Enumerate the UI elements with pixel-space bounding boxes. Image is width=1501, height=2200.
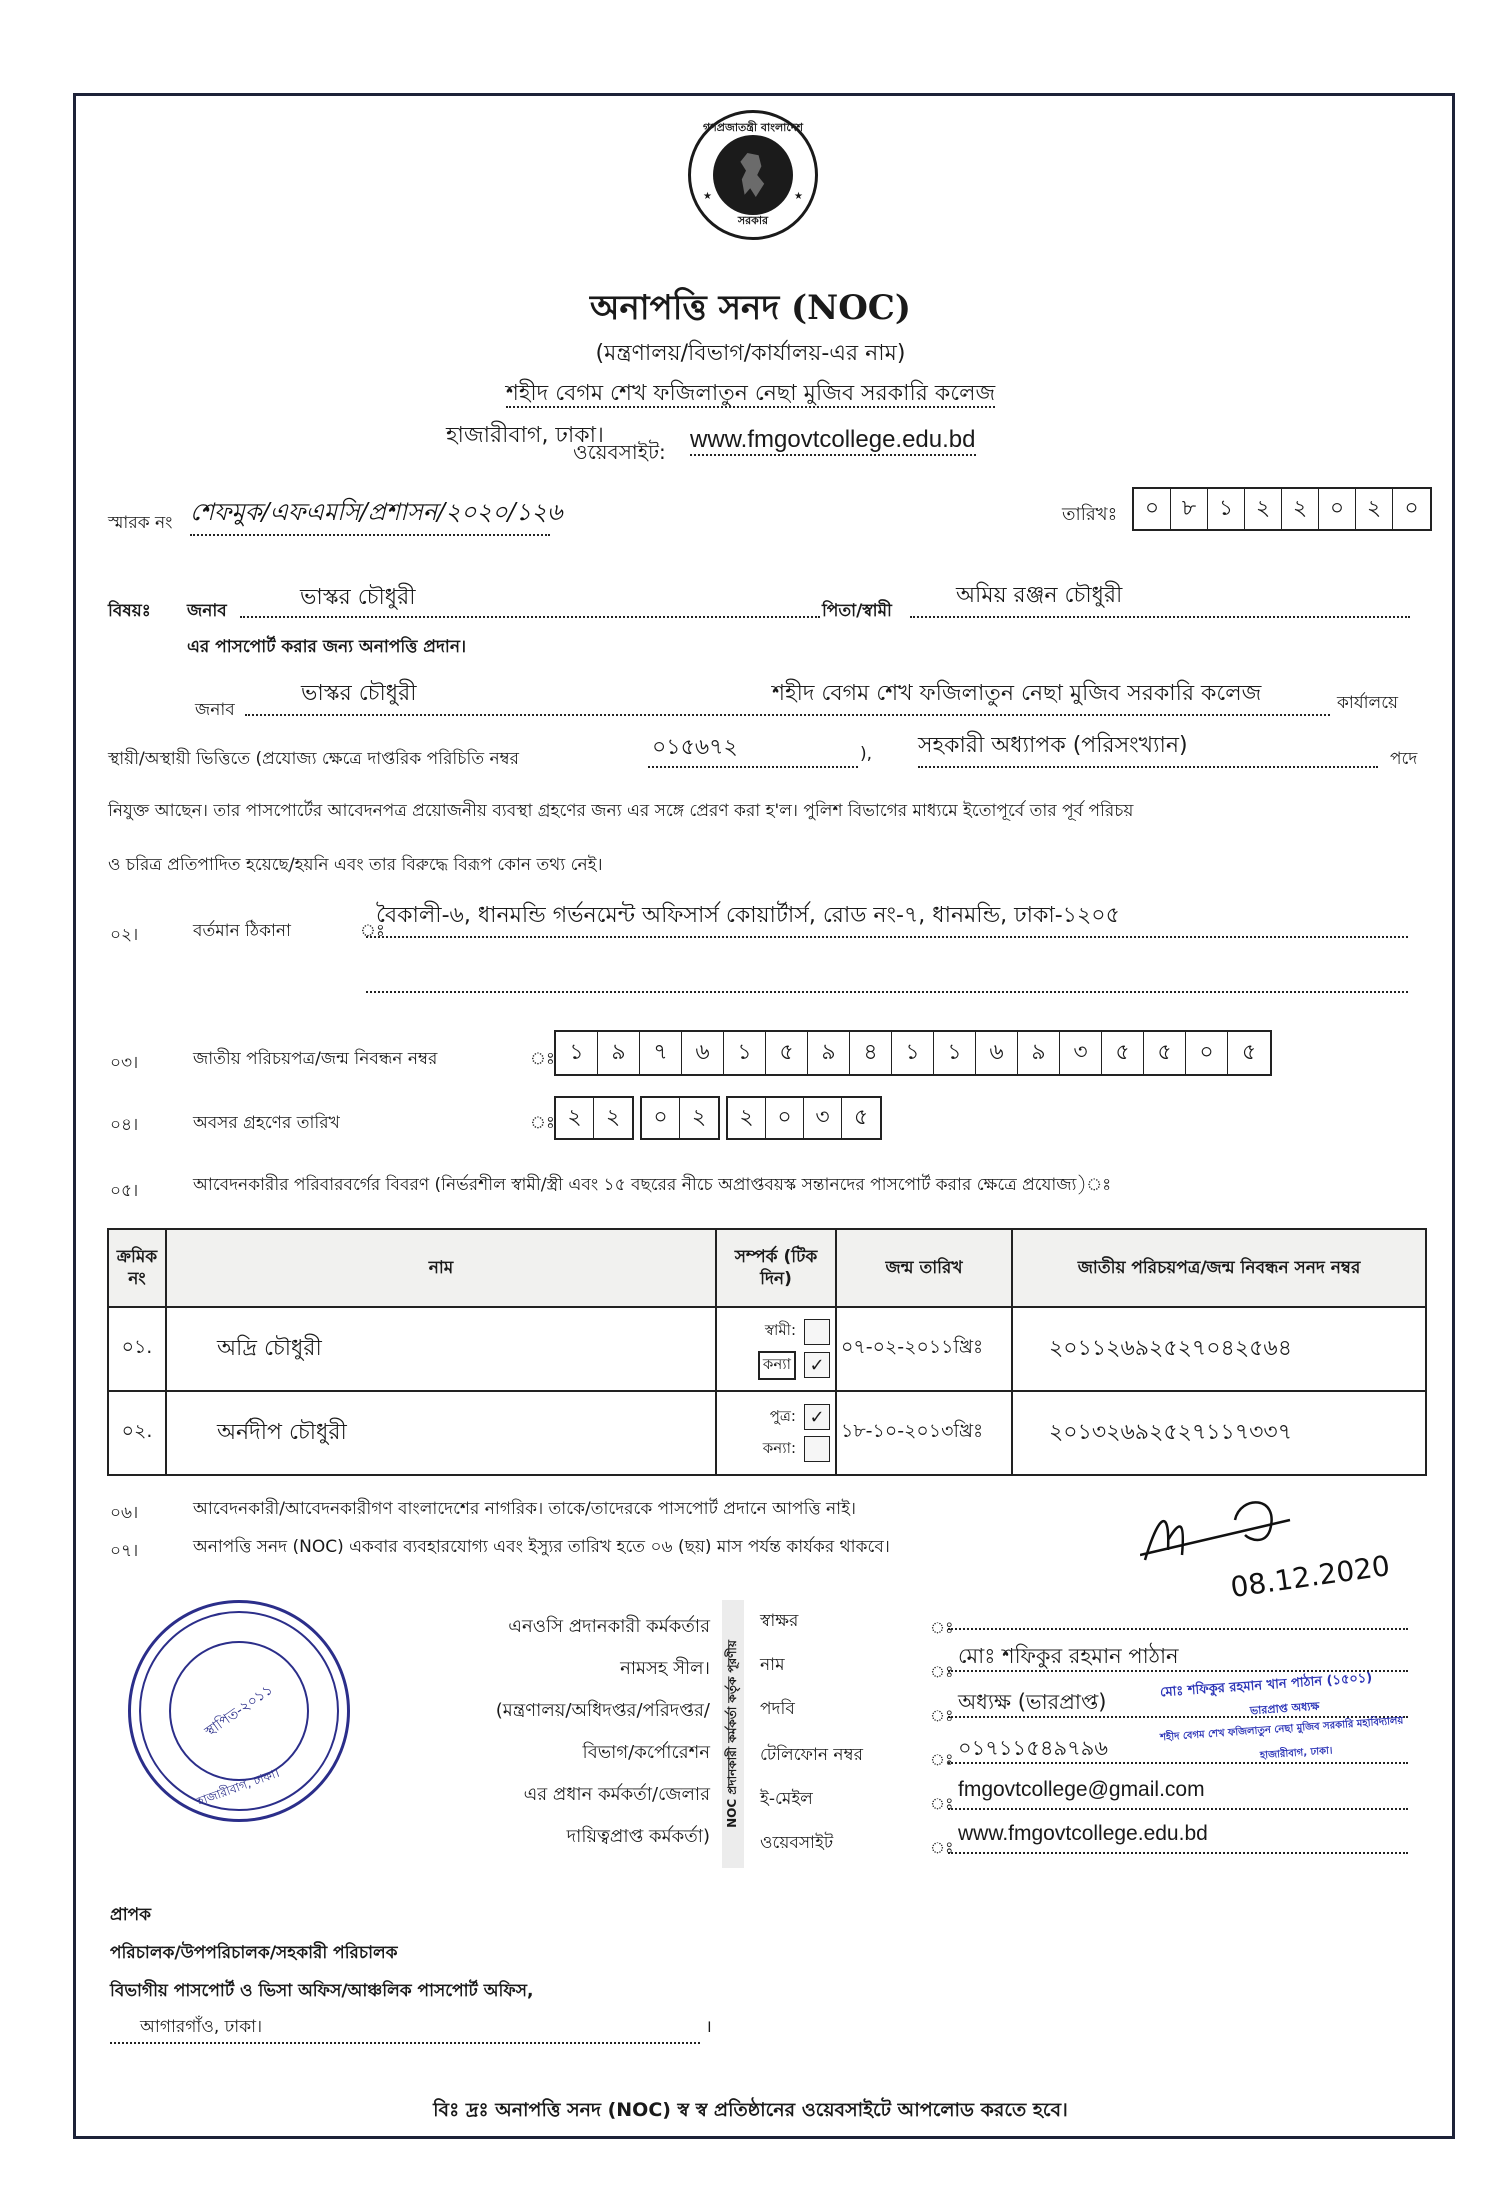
emblem-top-text: গণপ্রজাতন্ত্রী বাংলাদেশ xyxy=(702,121,804,134)
nid-digit: ৫ xyxy=(1102,1032,1144,1074)
subject-line2: এর পাসপোর্ট করার জন্য অনাপত্তি প্রদান। xyxy=(187,637,467,657)
colon: ঃ xyxy=(530,1049,555,1069)
address-label: বর্তমান ঠিকানা xyxy=(193,921,291,941)
government-emblem-icon xyxy=(688,110,818,240)
row-serial: ০১. xyxy=(108,1307,166,1391)
field-label-signature: স্বাক্ষর xyxy=(760,1611,799,1631)
officer-desc-2: নামসহ সীল। xyxy=(620,1658,710,1679)
institution-address: হাজারীবাগ, ঢাকা। xyxy=(446,423,604,448)
col-dob: জন্ম তারিখ xyxy=(836,1229,1012,1307)
item-num: ০৪। xyxy=(110,1115,139,1135)
date-digit: ৮ xyxy=(1171,489,1208,529)
father-name-field: অমিয় রঞ্জন চৌধুরী xyxy=(910,578,1410,618)
retirement-digit: ২ xyxy=(556,1098,594,1138)
nid-digit: ১ xyxy=(892,1032,934,1074)
address-field: বৈকালী-৬, ধানমন্ডি গর্ভনমেন্ট অফিসার্স কোয়ার্টার্স, রোড নং-৭, ধানমন্ডি, ঢাকা-১২০৫ xyxy=(366,898,1408,938)
nid-label: জাতীয় পরিচয়পত্র/জন্ম নিবন্ধন নম্বর xyxy=(193,1049,438,1069)
field-label-name: নাম xyxy=(760,1655,785,1675)
nid-digit: ০ xyxy=(1186,1032,1228,1074)
table-header-row xyxy=(108,1229,1426,1307)
table-row xyxy=(108,1391,1426,1475)
star-icon: ★ xyxy=(703,191,712,202)
date-digit: ২ xyxy=(1356,489,1393,529)
date-boxes xyxy=(1132,487,1432,531)
handwritten-date: 08.12.2020 xyxy=(1228,1549,1392,1604)
row-name: অদ্রি চৌধুরী xyxy=(166,1307,716,1391)
item-num: ০৫। xyxy=(110,1181,139,1201)
relation-label: পুত্র: xyxy=(769,1406,796,1425)
recipient-label: প্রাপক xyxy=(110,1905,152,1925)
citizen-text: আবেদনকারী/আবেদনকারীগণ বাংলাদেশের নাগরিক। তাকে/তাদেরকে পাসপোর্ট প্রদানে আপত্তি নাই। xyxy=(193,1499,857,1519)
nid-digit: ১ xyxy=(724,1032,766,1074)
emblem-bottom-text: সরকার xyxy=(737,214,769,227)
nid-digit: ৩ xyxy=(1060,1032,1102,1074)
seal-bottom-text: হাজারীবাগ, ঢাকা। xyxy=(195,1765,282,1809)
date-digit: ১ xyxy=(1208,489,1245,529)
officer-stamp-line1: মোঃ শফিকুর রহমান খান পাঠান (১৫০১) xyxy=(1159,1670,1373,1701)
officer-desc-6: দায়িত্বপ্রাপ্ত কর্মকর্তা) xyxy=(566,1826,710,1847)
row-dob: ১৮-১০-২০১৩খ্রিঃ xyxy=(836,1391,1012,1475)
row-name: অর্নদীপ চৌধুরী xyxy=(166,1391,716,1475)
officer-desc-1: এনওসি প্রদানকারী কর্মকর্তার xyxy=(508,1616,710,1637)
nid-digit: ৫ xyxy=(1144,1032,1186,1074)
retirement-digit: ৩ xyxy=(804,1098,842,1138)
relation-label: স্বামী: xyxy=(764,1321,796,1339)
retirement-label: অবসর গ্রহণের তারিখ xyxy=(193,1113,340,1133)
relation-checkbox[interactable] xyxy=(804,1436,830,1462)
retirement-date-boxes xyxy=(554,1096,882,1140)
retirement-digit: ২ xyxy=(605,1104,621,1130)
father-label: পিতা/স্বামী xyxy=(822,601,892,621)
officer-name-field: মোঃ শফিকুর রহমান পাঠান xyxy=(948,1640,1408,1672)
nid-digit: ৭ xyxy=(640,1032,682,1074)
nid-digit: ৬ xyxy=(682,1032,724,1074)
field-label-phone: টেলিফোন নম্বর xyxy=(760,1745,863,1765)
nid-digit: ৯ xyxy=(1018,1032,1060,1074)
officer-stamp-line3: শহীদ বেগম শেখ ফজিলাতুন নেছা মুজিব সরকারি মহাবিদ্যালয় xyxy=(1159,1715,1404,1744)
row-dob: ০৭-০২-২০১১খ্রিঃ xyxy=(836,1307,1012,1391)
subject-label: বিষয়ঃ xyxy=(108,601,151,621)
designation-suffix: পদে xyxy=(1390,749,1418,769)
officer-stamp-line4: হাজারীবাগ, ঢাকা। xyxy=(1259,1745,1333,1762)
col-name: নাম xyxy=(166,1229,716,1307)
body-name-field: ভাস্কর চৌধুরী xyxy=(245,676,770,716)
website-label: ওয়েবসাইট: xyxy=(573,440,666,464)
seal-center-text: স্থাপিত-২০১১ xyxy=(202,1681,276,1741)
date-digit: ২ xyxy=(1282,489,1319,529)
nid-digit: ৫ xyxy=(1241,1039,1257,1065)
date-digit: ০ xyxy=(1319,489,1356,529)
row-relation xyxy=(716,1307,836,1391)
row-nid: ২০১১২৬৯২৫২৭০৪২৫৬৪ xyxy=(1012,1307,1426,1391)
item-num: ০৩। xyxy=(110,1053,139,1073)
colons: ঃ ঃ ঃ ঃ ঃ ঃ xyxy=(930,1618,954,1857)
retirement-digit: ৫ xyxy=(853,1104,869,1130)
retirement-digit: ২ xyxy=(728,1098,766,1138)
relation-label: কন্যা xyxy=(758,1351,796,1380)
officer-website-field[interactable]: www.fmgovtcollege.edu.bd xyxy=(948,1822,1408,1854)
recipient-line2: বিভাগীয় পাসপোর্ট ও ভিসা অফিস/আঞ্চলিক পাসপোর্ট অফিস, xyxy=(110,1981,534,2001)
body-janab-label: জনাব xyxy=(195,700,235,720)
nid-digit: ৫ xyxy=(766,1032,808,1074)
field-label-designation: পদবি xyxy=(760,1699,795,1719)
row-relation xyxy=(716,1391,836,1475)
designation-field: সহকারী অধ্যাপক (পরিসংখ্যান) xyxy=(918,728,1378,768)
validity-text: অনাপত্তি সনদ (NOC) একবার ব্যবহারযোগ্য এবং ইস্যুর তারিখ হতে ০৬ (ছয়) মাস পর্যন্ত কার্যকর থাকবে। xyxy=(193,1537,890,1557)
official-id-field: ০১৫৬৭২ xyxy=(648,730,858,768)
officer-phone-field: ০১৭১১৫৪৯৭৯৬ xyxy=(948,1732,1408,1764)
date-digit: ০ xyxy=(1134,489,1171,529)
body-office-field: শহীদ বেগম শেখ ফজিলাতুন নেছা মুজিব সরকারি কলেজ xyxy=(772,676,1330,716)
retirement-digit: ০ xyxy=(766,1098,804,1138)
nid-digit: ৬ xyxy=(976,1032,1018,1074)
retirement-digit: ২ xyxy=(691,1104,707,1130)
field-label-website: ওয়েবসাইট xyxy=(760,1833,834,1853)
date-digit: ০ xyxy=(1404,495,1419,521)
nid-digit: ১ xyxy=(934,1032,976,1074)
document-title: অনাপত্তি সনদ (NOC) xyxy=(590,288,911,328)
row-serial: ০২. xyxy=(108,1391,166,1475)
address-field-line2 xyxy=(366,975,1408,993)
body-line3: নিযুক্ত আছেন। তার পাসপোর্টের আবেদনপত্র প্রয়োজনীয় ব্যবস্থা গ্রহণের জন্য এর সঙ্গে প্রেরণ করা হ'ল। পুলিশ বিভাগের মাধ্যমে ইতোপূর্বে তার পূর্ব পরিচয় xyxy=(108,801,1134,821)
institution-seal-icon xyxy=(128,1600,350,1822)
signature-field xyxy=(948,1606,1408,1630)
website-link[interactable]: www.fmgovtcollege.edu.bd xyxy=(690,426,976,456)
col-nid: জাতীয় পরিচয়পত্র/জন্ম নিবন্ধন সনদ নম্বর xyxy=(1012,1229,1426,1307)
subject-name-field: ভাস্কর চৌধুরী xyxy=(240,580,820,618)
colon: ঃ xyxy=(360,921,385,941)
officer-desc-3: (মন্ত্রণালয়/অধিদপ্তর/পরিদপ্তর/ xyxy=(495,1700,710,1721)
office-suffix: কার্যালয়ে xyxy=(1337,693,1399,713)
star-icon: ★ xyxy=(794,191,803,202)
footer-note: বিঃ দ্রঃ অনাপত্তি সনদ (NOC) স্ব স্ব প্রতিষ্ঠানের ওয়েবসাইটে আপলোড করতে হবে। xyxy=(433,2099,1068,2121)
nid-boxes xyxy=(554,1030,1272,1076)
relation-checkbox[interactable]: ✓ xyxy=(804,1404,830,1430)
officer-email-field[interactable]: fmgovtcollege@gmail.com xyxy=(948,1778,1408,1810)
item-num: ০৭। xyxy=(110,1541,139,1561)
family-label: আবেদনকারীর পরিবারবর্গের বিবরণ (নির্ভরশীল স্বামী/স্ত্রী এবং ১৫ বছরের নীচে অপ্রাপ্তবয়স্ক সন্তানদের পাসপোর্ট করার ক্ষেত্রে প্রযোজ্য)ঃ xyxy=(193,1175,1112,1195)
document-subtitle: (মন্ত্রণালয়/বিভাগ/কার্যালয়-এর নাম) xyxy=(595,341,906,366)
table-row xyxy=(108,1307,1426,1391)
bangladesh-map-icon xyxy=(739,153,767,197)
memo-label: স্মারক নং xyxy=(108,513,173,533)
col-relation: সম্পর্ক (টিক দিন) xyxy=(716,1229,836,1307)
officer-desc-4: বিভাগ/কর্পোরেশন xyxy=(582,1742,710,1763)
row-nid: ২০১৩২৬৯২৫২৭১১৭৩৩৭ xyxy=(1012,1391,1426,1475)
officer-stamp-line2: ভারপ্রাপ্ত অধ্যক্ষ xyxy=(1249,1699,1320,1718)
colon: ঃ xyxy=(530,1113,555,1133)
officer-designation-field: অধ্যক্ষ (ভারপ্রাপ্ত) xyxy=(948,1686,1408,1718)
body-line2-prefix: স্থায়ী/অস্থায়ী ভিত্তিতে (প্রযোজ্য ক্ষেত্রে দাপ্তরিক পরিচিতি নম্বর xyxy=(108,749,520,769)
relation-checkbox[interactable]: ✓ xyxy=(804,1352,830,1378)
recipient-line1: পরিচালক/উপপরিচালক/সহকারী পরিচালক xyxy=(110,1943,398,1963)
col-serial: ক্রমিক নং xyxy=(108,1229,166,1307)
nid-digit: ৯ xyxy=(598,1032,640,1074)
recipient-line3: আগারগাঁও, ঢাকা। । xyxy=(110,2014,680,2046)
family-table xyxy=(107,1228,1427,1476)
relation-checkbox[interactable] xyxy=(804,1319,830,1345)
body-line4: ও চরিত্র প্রতিপাদিত হয়েছে/হয়নি এবং তার বিরুদ্ধে বিরূপ কোন তথ্য নেই। xyxy=(108,855,603,875)
nid-digit: ৯ xyxy=(808,1032,850,1074)
relation-label: কন্যা: xyxy=(762,1438,796,1457)
date-digit: ২ xyxy=(1245,489,1282,529)
retirement-digit: ০ xyxy=(642,1098,680,1138)
nid-digit: ৪ xyxy=(850,1032,892,1074)
date-label: তারিখঃ xyxy=(1062,504,1118,525)
institution-name: শহীদ বেগম শেখ ফজিলাতুন নেছা মুজিব সরকারি কলেজ xyxy=(505,381,996,406)
noc-vertical-label: NOC প্রদানকারী কর্মকর্তা কর্তৃক পূরণীয় xyxy=(722,1600,744,1868)
nid-digit: ১ xyxy=(556,1032,598,1074)
subject-janab-label: জনাব xyxy=(187,601,227,621)
field-label-email: ই-মেইল xyxy=(760,1789,813,1809)
officer-desc-5: এর প্রধান কর্মকর্তা/জেলার xyxy=(523,1784,710,1805)
memo-number: শেফমুক/এফএমসি/প্রশাসন/২০২০/১২৬ xyxy=(190,494,550,536)
paren-close: ), xyxy=(860,744,873,764)
item-num: ০২। xyxy=(110,925,139,945)
item-num: ০৬। xyxy=(110,1503,139,1523)
